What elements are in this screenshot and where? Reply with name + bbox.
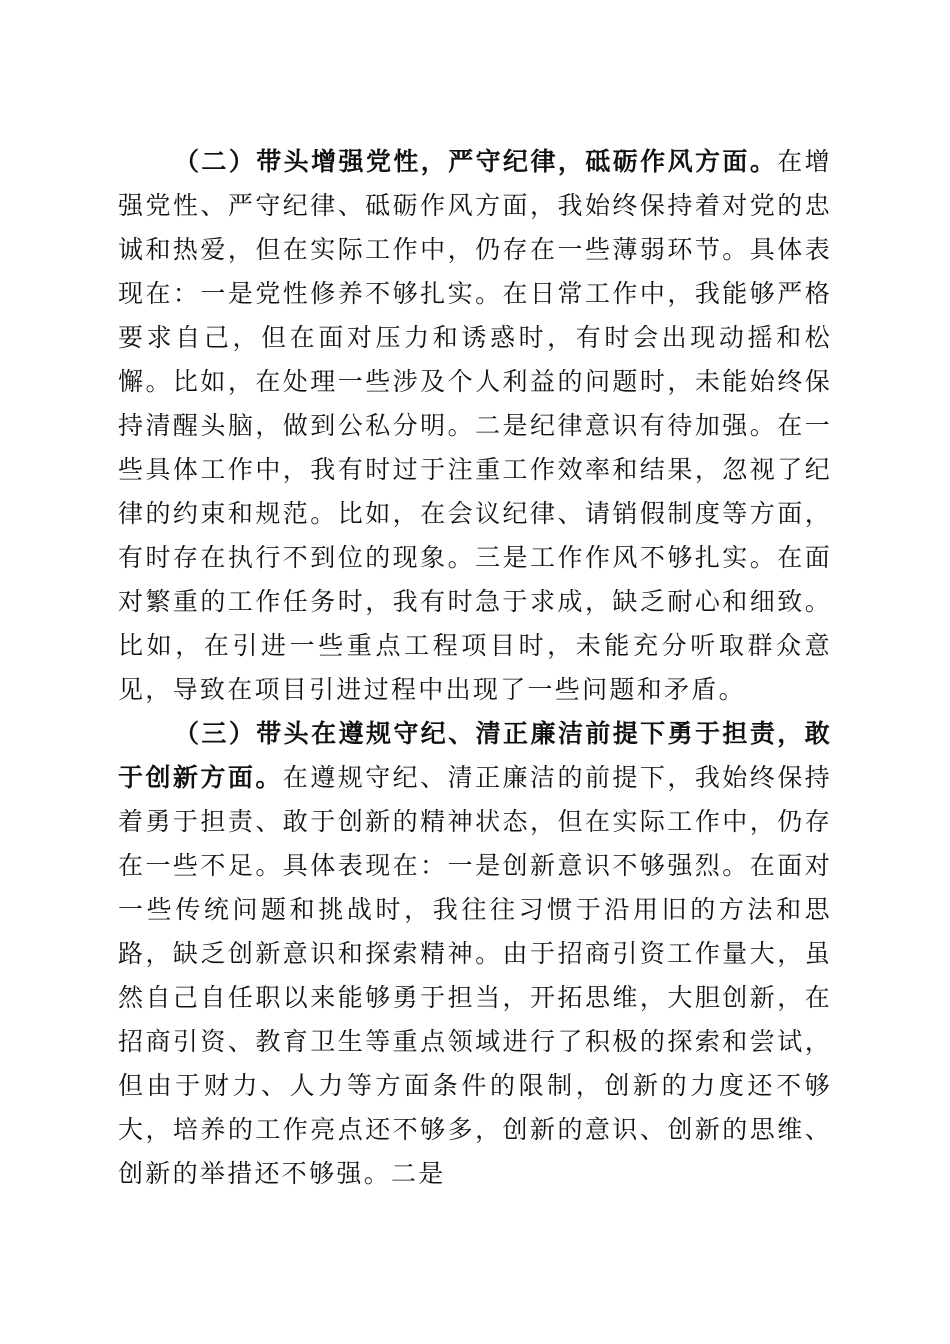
paragraph-two-body: 在增强党性、严守纪律、砥砺作风方面，我始终保持着对党的忠诚和热爱，但在实际工作中，仍存在一些薄弱环节。具体表现在：一是党性修养不够扎实。在日常工作中，我能够严格要求自己，但在面对压力和诱惑时，有时会出现动摇和松懈。比如，在处理一些涉及个人利益的问题时，未能始终保持清醒头脑，做到公私分明。二是纪律意识有待加强。在一些具体工作中，我有时过于注重工作效率和结果，忽视了纪律的约束和规范。比如，在会议纪律、请销假制度等方面，有时存在执行不到位的现象。三是工作作风不够扎实。在面对繁重的工作任务时，我有时急于求成，缺乏耐心和细致。比如，在引进一些重点工程项目时，未能充分听取群众意见，导致在项目引进过程中出现了一些问题和矛盾。: [118, 147, 832, 704]
paragraph-three-body: 在遵规守纪、清正廉洁的前提下，我始终保持着勇于担责、敢于创新的精神状态，但在实际工作中，仍存在一些不足。具体表现在：一是创新意识不够强烈。在面对一些传统问题和挑战时，我往往习惯于沿用旧的方法和思路，缺乏创新意识和探索精神。由于招商引资工作量大，虽然自己自任职以来能够勇于担当，开拓思维，大胆创新，在招商引资、教育卫生等重点领域进行了积极的探索和尝试，但由于财力、人力等方面条件的限制，创新的力度还不够大，培养的工作亮点还不够多，创新的意识、创新的思维、创新的举措还不够强。二是: [118, 763, 832, 1188]
paragraph-two-heading: （二）带头增强党性，严守纪律，砥砺作风方面。: [174, 147, 778, 176]
paragraph-three: [118, 712, 832, 1196]
paragraph-two: [118, 140, 832, 712]
document-body: [118, 140, 832, 1196]
paragraph-three-heading: （三）带头在遵规守纪、清正廉洁前提下勇于担责，敢于创新方面。: [118, 719, 832, 792]
